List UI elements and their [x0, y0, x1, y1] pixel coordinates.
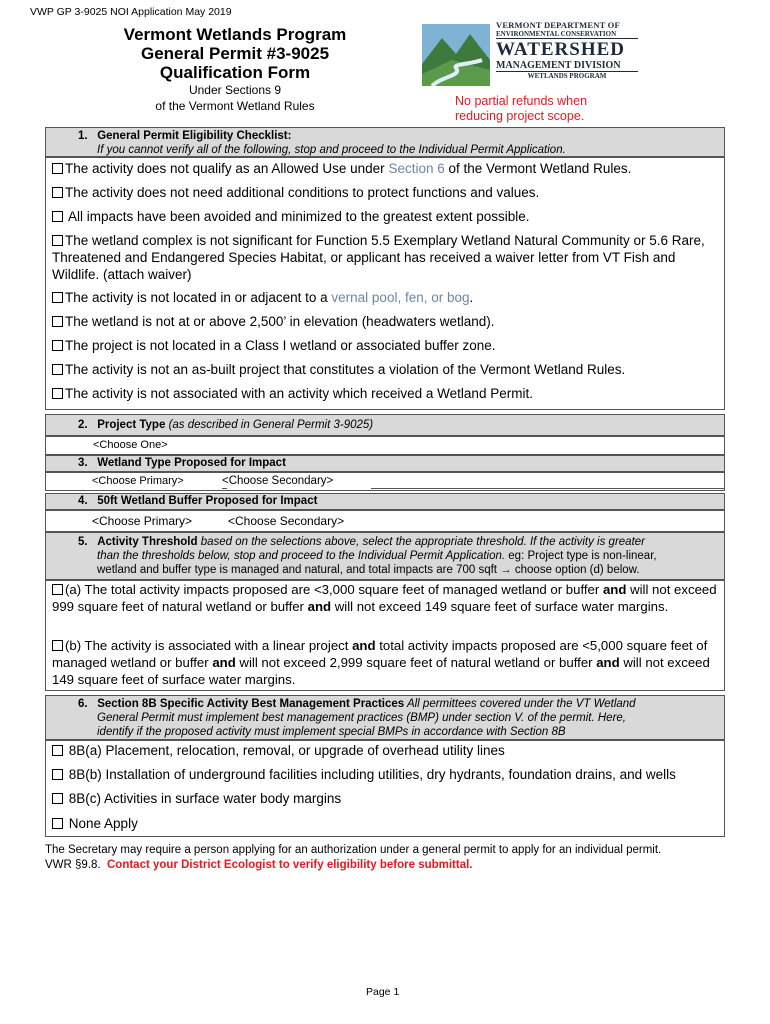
- underline-mark: [371, 488, 724, 489]
- threshold-text: (b) The activity is associated with a linear project and total activity impacts proposed are <5,000 square feet of managed wetland or buffer and will not exceed 2,999 square feet of natural wetland or buffer and will not exceed 149 square feet of surface water margins.: [52, 638, 710, 687]
- section-5-note-2: than the thresholds below, stop and proceed to the Individual Permit Application. eg: Project type is non-linear,: [97, 550, 657, 562]
- eligibility-item-elevation: The wetland is not at or above 2,500’ in elevation (headwaters wetland).: [52, 313, 720, 330]
- checkbox[interactable]: [52, 316, 63, 327]
- section-2-title: 2. Project Type (as described in General Permit 3-9025): [78, 419, 374, 431]
- checkbox[interactable]: [52, 364, 63, 375]
- section-4-title: 4. 50ft Wetland Buffer Proposed for Impact: [78, 495, 318, 507]
- checkbox[interactable]: [52, 745, 63, 756]
- secretary-notice: The Secretary may require a person applying for an authorization under a general permit to apply for an individual permit. VWR §9.8. Contact your District Ecologist to verify eligibility before submittal.: [45, 844, 662, 871]
- bmp-item-underground: 8B(b) Installation of underground facilities including utilities, dry hydrants, foundation drains, and wells: [52, 766, 720, 783]
- checkbox[interactable]: [52, 818, 63, 829]
- checkbox[interactable]: [52, 584, 63, 595]
- threshold-text: (a) The total activity impacts proposed are <3,000 square feet of managed wetland or buffer and will not exceed 999 square feet of natural wetland or buffer and will not exceed 149 square feet of surface water margins.: [52, 582, 717, 614]
- refund-notice: No partial refunds when reducing project scope.: [455, 94, 588, 123]
- project-type-select[interactable]: <Choose One>: [93, 439, 168, 451]
- checkbox[interactable]: [52, 340, 63, 351]
- threshold-option-b: [52, 637, 720, 688]
- document-code: VWP GP 3-9025 NOI Application May 2019: [30, 6, 232, 18]
- eligibility-item-avoided: All impacts have been avoided and minimized to the greatest extent possible.: [52, 208, 720, 225]
- page-title-line1: Vermont Wetlands Program: [123, 25, 347, 44]
- eligibility-item-as-built: The activity is not an as-built project that constitutes a violation of the Vermont Wetland Rules.: [52, 361, 720, 378]
- bmp-item-none: None Apply: [52, 815, 720, 832]
- checkbox[interactable]: [52, 769, 63, 780]
- page-title-line2: General Permit #3-9025: [140, 44, 330, 63]
- eligibility-item-class1: The project is not located in a Class I wetland or associated buffer zone.: [52, 337, 720, 354]
- checkbox[interactable]: [52, 187, 63, 198]
- checkbox[interactable]: [52, 211, 63, 222]
- page-title-line3: Qualification Form: [159, 63, 311, 82]
- wetland-primary-select[interactable]: <Choose Primary>: [92, 475, 184, 487]
- section-6-title: 6. Section 8B Specific Activity Best Management Practices All permittees covered under the VT Wetland: [78, 698, 636, 710]
- section-6-link[interactable]: Section 6: [388, 161, 445, 176]
- eligibility-item-vernal-pool: The activity is not located in or adjacent to a vernal pool, fen, or bog.: [52, 289, 720, 306]
- page-number: Page 1: [366, 986, 400, 998]
- wetland-secondary-select[interactable]: <Choose Secondary>: [222, 475, 334, 487]
- watershed-logo: VERMONT DEPARTMENT OF ENVIRONMENTAL CONSERVATION WATERSHED MANAGEMENT DIVISION WETLANDS PROGRAM: [422, 18, 637, 94]
- section-1-note: If you cannot verify all of the following, stop and proceed to the Individual Permit Application.: [97, 144, 566, 156]
- section-5-note-3: wetland and buffer type is managed and natural, and total impacts are 700 sqft → choose option (d) below.: [97, 564, 640, 576]
- section-5-title: 5. Activity Threshold based on the selections above, select the appropriate threshold. If the activity is greater: [78, 536, 645, 548]
- buffer-primary-select[interactable]: <Choose Primary>: [92, 514, 193, 528]
- underline-mark: [222, 488, 227, 489]
- bmp-item-utility-lines: 8B(a) Placement, relocation, removal, or upgrade of overhead utility lines: [52, 742, 720, 759]
- section-6-note-2: General Permit must implement best management practices (BMP) under section V. of the permit. Here,: [97, 712, 626, 724]
- eligibility-item-conditions: The activity does not need additional conditions to protect functions and values.: [52, 184, 720, 201]
- checkbox[interactable]: [52, 292, 63, 303]
- checkbox[interactable]: [52, 163, 63, 174]
- checkbox[interactable]: [52, 235, 63, 246]
- section-3-title: 3. Wetland Type Proposed for Impact: [78, 457, 286, 469]
- threshold-option-a: [52, 581, 720, 615]
- section-1-title: 1. General Permit Eligibility Checklist:: [78, 130, 292, 142]
- contact-ecologist: Contact your District Ecologist to verify eligibility before submittal.: [107, 859, 473, 871]
- checkbox[interactable]: [52, 793, 63, 804]
- checkbox[interactable]: [52, 388, 63, 399]
- bmp-item-surface-water: 8B(c) Activities in surface water body margins: [52, 790, 720, 807]
- buffer-secondary-select[interactable]: <Choose Secondary>: [228, 514, 345, 528]
- section-6-note-3: identify if the proposed activity must implement special BMPs in accordance with Section 8B: [97, 726, 566, 738]
- checkbox[interactable]: [52, 640, 63, 651]
- eligibility-item-allowed-use: The activity does not qualify as an Allowed Use under Section 6 of the Vermont Wetland Rules.: [52, 160, 720, 177]
- eligibility-item-prior-permit: The activity is not associated with an activity which received a Wetland Permit.: [52, 385, 720, 402]
- wetland-rules: of the Vermont Wetland Rules: [155, 99, 315, 113]
- under-sections: Under Sections 9: [188, 83, 282, 97]
- eligibility-item-complex: The wetland complex is not significant for Function 5.5 Exemplary Wetland Natural Community or 5.6 Rare, Threatened and Endangered Species Habitat, or applicant has received a waiver letter from VT Fish and Wildlife. (attach waiver): [52, 233, 705, 282]
- vernal-pool-link[interactable]: vernal pool, fen, or bog: [331, 290, 470, 305]
- landscape-logo-icon: [422, 24, 490, 86]
